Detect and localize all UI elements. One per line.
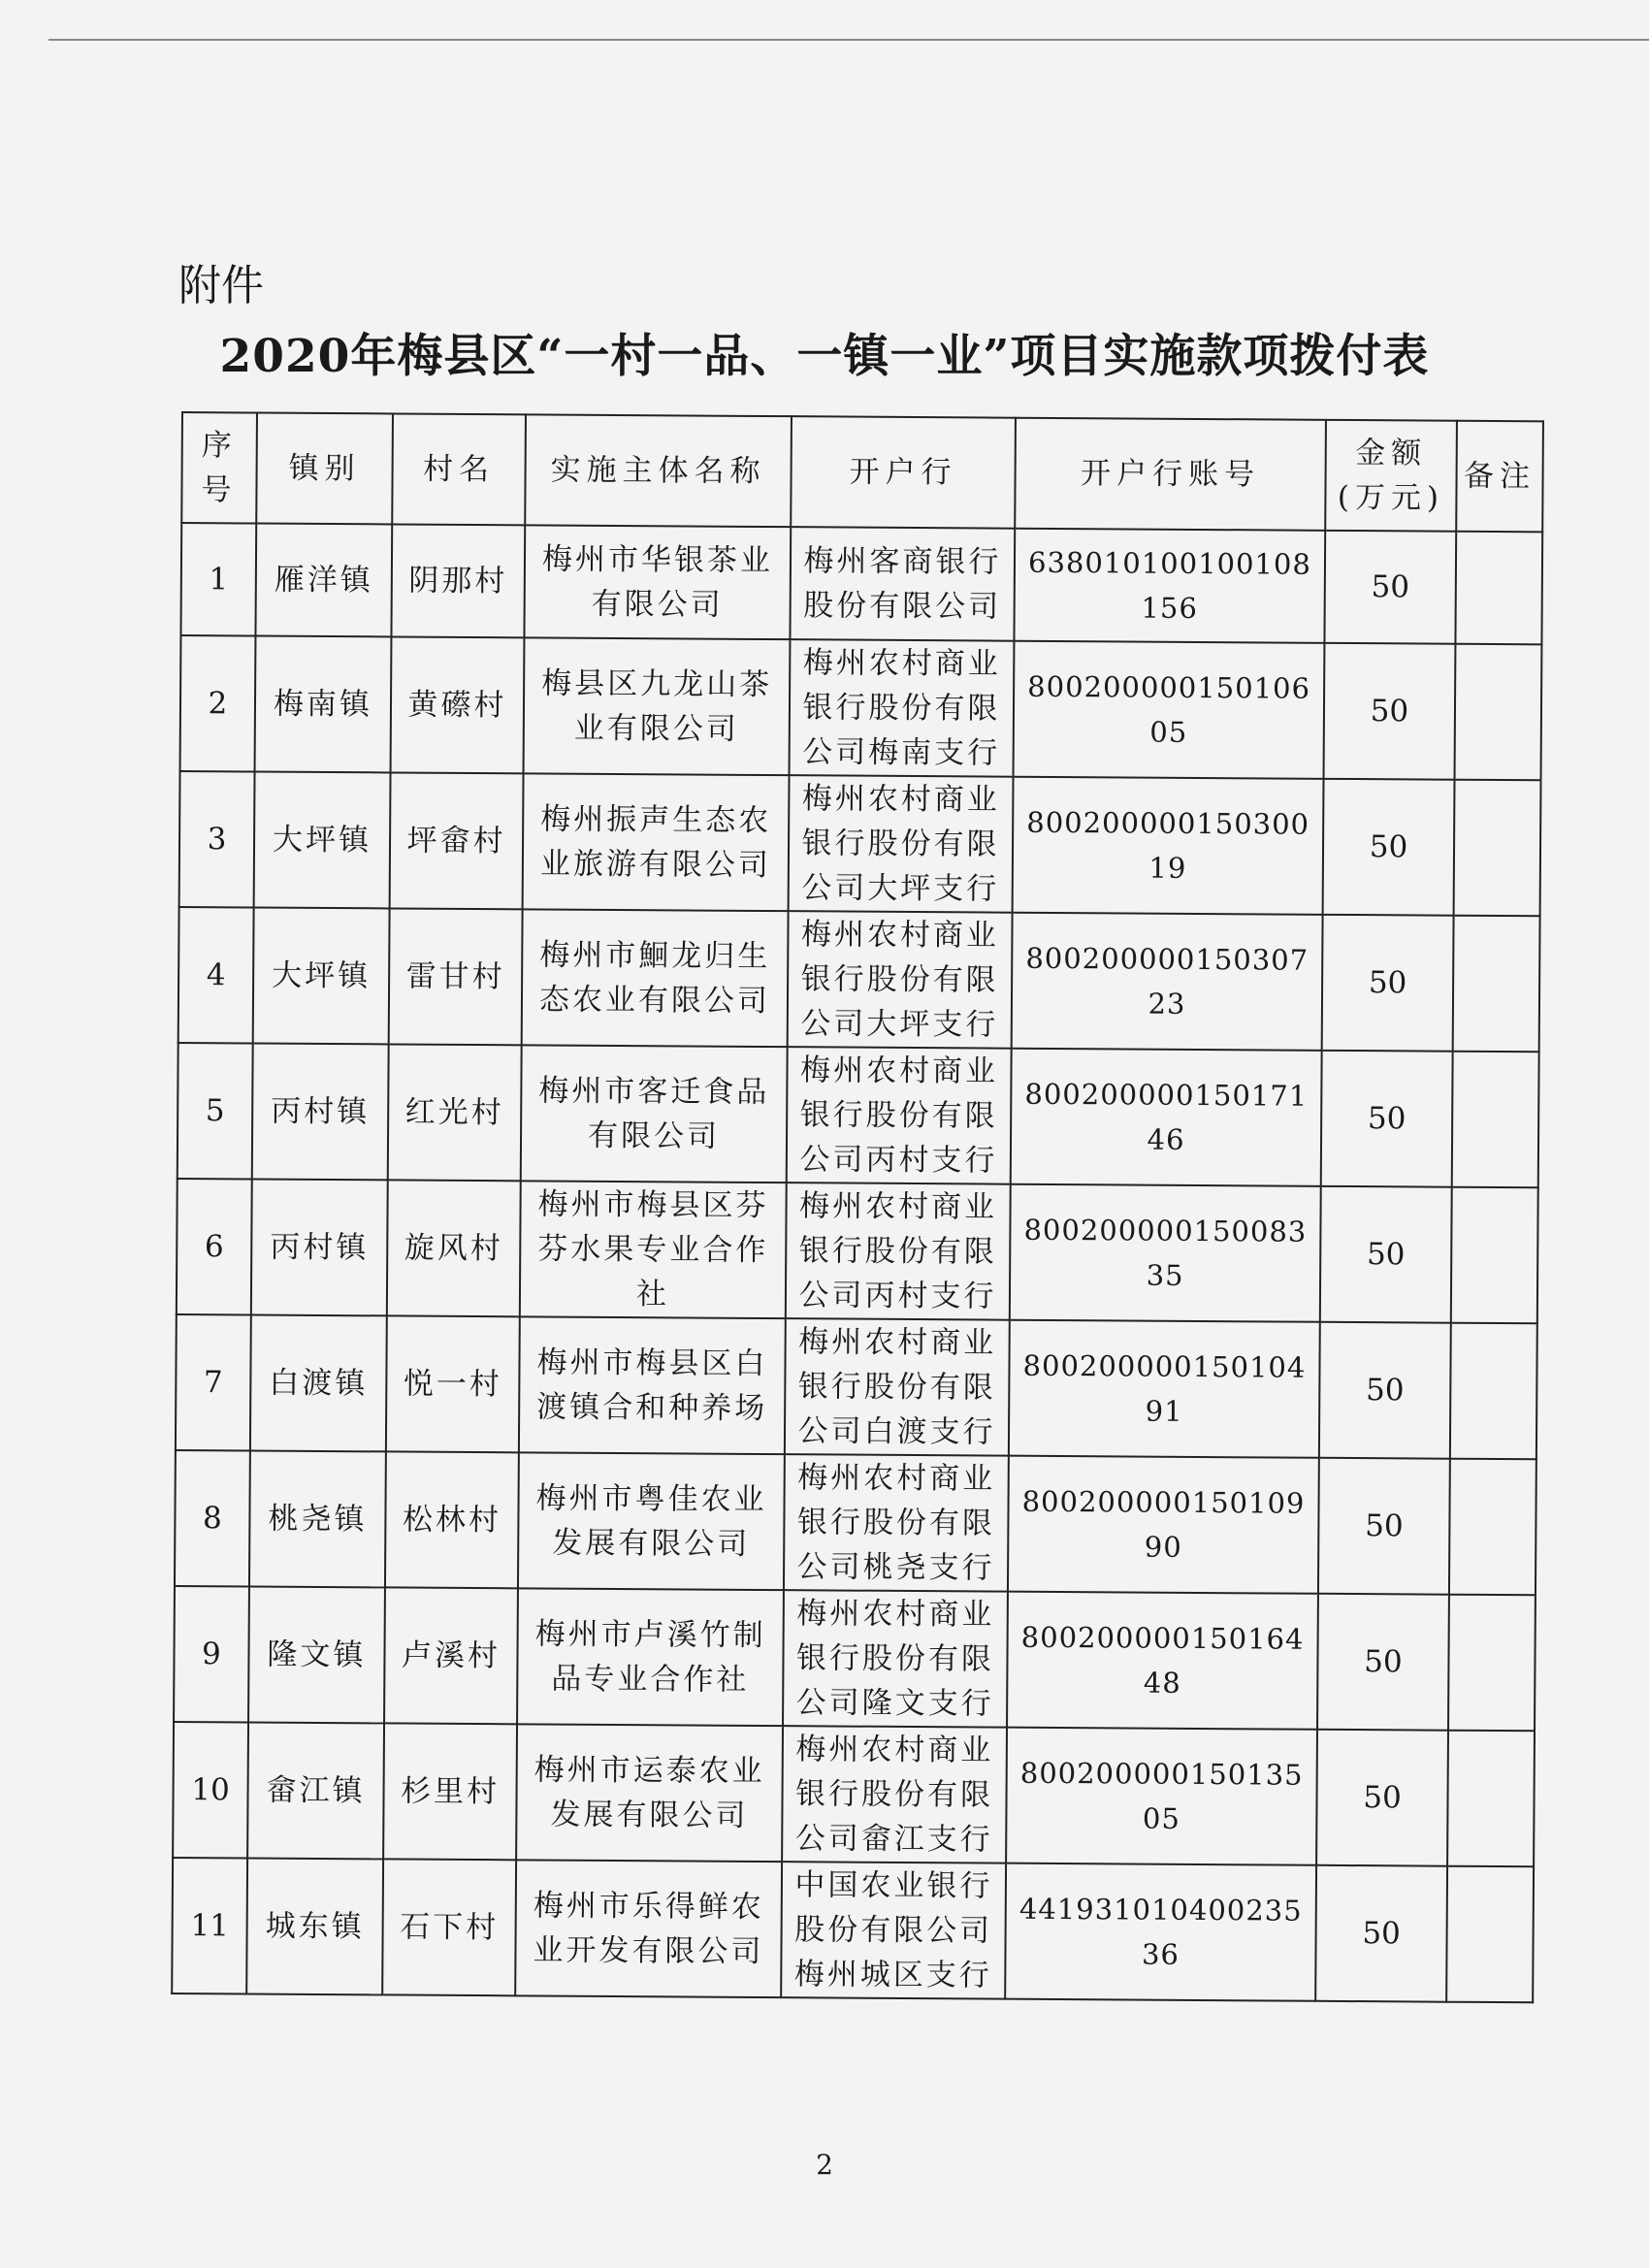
row-number: 6 [177, 1179, 252, 1315]
note-cell [1449, 1459, 1536, 1596]
entity-cell: 梅州市粤佳农业发展有限公司 [518, 1452, 785, 1590]
amount-cell: 50 [1316, 1730, 1448, 1866]
account-cell: 80020000015030019 [1013, 777, 1324, 915]
row-number: 5 [178, 1043, 253, 1180]
village-cell: 黄礤村 [391, 636, 525, 773]
note-cell [1453, 916, 1540, 1053]
header-amount: 金额(万元) [1325, 420, 1457, 532]
row-number: 11 [172, 1858, 247, 1994]
entity-cell: 梅州振声生态农业旅游有限公司 [523, 773, 790, 911]
bank-cell: 梅州农村商业银行股份有限公司丙村支行 [786, 1183, 1011, 1320]
entity-cell: 梅州市卢溪竹制品专业合作社 [517, 1588, 784, 1726]
row-number: 3 [179, 771, 255, 908]
table-header-row [181, 412, 1543, 532]
entity-cell: 梅州市华银茶业有限公司 [524, 525, 791, 639]
row-number: 9 [174, 1586, 249, 1723]
row-number: 1 [180, 523, 256, 636]
bank-cell: 中国农业银行股份有限公司梅州城区支行 [781, 1862, 1006, 1999]
attachment-label: 附件 [178, 261, 264, 310]
amount-cell: 50 [1320, 1186, 1452, 1323]
note-cell [1446, 1866, 1534, 2003]
header-village: 村名 [392, 413, 526, 525]
amount-cell: 50 [1318, 1458, 1450, 1595]
table-row [172, 1858, 1534, 2002]
village-cell: 松林村 [385, 1451, 519, 1588]
table-row [176, 1314, 1537, 1459]
amount-cell: 50 [1321, 1051, 1453, 1187]
bank-cell: 梅州农村商业银行股份有限公司畲江支行 [782, 1726, 1007, 1863]
table-row [179, 771, 1541, 916]
bank-cell: 梅州客商银行股份有限公司 [790, 527, 1015, 641]
amount-cell: 50 [1315, 1865, 1447, 2002]
amount-cell: 50 [1322, 915, 1454, 1052]
entity-cell: 梅州市梅县区白渡镇合和种养场 [519, 1316, 786, 1454]
table-row [180, 635, 1542, 780]
bank-cell: 梅州农村商业银行股份有限公司大坪支行 [789, 775, 1014, 913]
row-number: 2 [180, 635, 256, 772]
village-cell: 红光村 [388, 1044, 522, 1181]
document-title: 2020年梅县区“一村一品、一镇一业”项目实施款项拨付表 [219, 330, 1430, 383]
table-row [173, 1722, 1535, 1866]
entity-cell: 梅县区九龙山茶业有限公司 [524, 637, 791, 775]
town-cell: 丙村镇 [252, 1044, 389, 1181]
header-note: 备注 [1456, 421, 1543, 533]
header-account: 开户行账号 [1015, 418, 1326, 531]
bank-cell: 梅州农村商业银行股份有限公司隆文支行 [783, 1590, 1008, 1728]
note-cell [1450, 1323, 1537, 1460]
account-cell: 80020000015030723 [1012, 913, 1323, 1051]
row-number: 7 [176, 1314, 251, 1451]
table-row [177, 1179, 1538, 1323]
town-cell: 大坪镇 [253, 908, 390, 1045]
entity-cell: 梅州市乐得鲜农业开发有限公司 [515, 1860, 782, 1997]
village-cell: 悦一村 [386, 1315, 520, 1452]
account-cell: 80020000015016448 [1007, 1592, 1318, 1730]
town-cell: 桃尧镇 [249, 1450, 386, 1587]
town-cell: 丙村镇 [251, 1179, 388, 1315]
town-cell: 畲江镇 [247, 1722, 384, 1859]
amount-cell: 50 [1324, 643, 1456, 780]
header-town: 镇别 [256, 413, 393, 525]
entity-cell: 梅州市客迁食品有限公司 [521, 1045, 788, 1183]
account-cell: 80020000015008335 [1010, 1184, 1321, 1322]
village-cell: 阴那村 [391, 524, 525, 637]
account-cell: 638010100100108156 [1014, 529, 1325, 643]
account-cell: 80020000015010491 [1009, 1320, 1320, 1458]
row-number: 4 [178, 907, 254, 1044]
village-cell: 旋风村 [387, 1180, 521, 1316]
account-cell: 80020000015017146 [1011, 1049, 1322, 1186]
table-row [175, 1450, 1536, 1595]
note-cell [1455, 644, 1542, 781]
entity-cell: 梅州市梅县区芬芬水果专业合作社 [520, 1181, 787, 1318]
table-row [178, 907, 1540, 1052]
bank-cell: 梅州农村商业银行股份有限公司桃尧支行 [784, 1454, 1009, 1592]
header-bank: 开户行 [791, 416, 1016, 529]
page-number: 2 [816, 2149, 833, 2181]
header-entity: 实施主体名称 [525, 414, 792, 527]
town-cell: 梅南镇 [255, 636, 392, 773]
village-cell: 卢溪村 [384, 1587, 518, 1724]
town-cell: 隆文镇 [248, 1586, 385, 1723]
disbursement-table [171, 411, 1544, 2003]
bank-cell: 梅州农村商业银行股份有限公司白渡支行 [785, 1318, 1010, 1456]
bank-cell: 梅州农村商业银行股份有限公司丙村支行 [787, 1047, 1012, 1184]
note-cell [1452, 1052, 1539, 1188]
account-cell: 80020000015010605 [1014, 641, 1325, 779]
entity-cell: 梅州市鮰龙归生态农业有限公司 [522, 909, 789, 1047]
bank-cell: 梅州农村商业银行股份有限公司大坪支行 [788, 911, 1013, 1049]
row-number: 10 [173, 1722, 248, 1859]
row-number: 8 [175, 1450, 250, 1587]
town-cell: 城东镇 [246, 1858, 383, 1994]
note-cell [1451, 1187, 1538, 1324]
village-cell: 雷甘村 [389, 908, 523, 1045]
bank-cell: 梅州农村商业银行股份有限公司梅南支行 [790, 639, 1015, 777]
village-cell: 石下村 [382, 1859, 516, 1995]
account-cell: 441931010400235 36 [1005, 1863, 1316, 2001]
table-row [180, 523, 1542, 644]
note-cell [1454, 780, 1541, 917]
town-cell: 雁洋镇 [255, 524, 392, 637]
account-cell: 80020000015010990 [1008, 1456, 1319, 1594]
note-cell [1447, 1731, 1535, 1867]
note-cell [1455, 532, 1542, 645]
account-cell: 80020000015013505 [1006, 1728, 1317, 1865]
header-no: 序号 [181, 412, 257, 524]
table-row [174, 1586, 1536, 1731]
top-rule [48, 39, 1649, 41]
amount-cell: 50 [1319, 1322, 1451, 1459]
village-cell: 坪畲村 [390, 772, 524, 909]
amount-cell: 50 [1324, 531, 1456, 644]
village-cell: 杉里村 [383, 1723, 517, 1860]
town-cell: 大坪镇 [254, 772, 391, 909]
town-cell: 白渡镇 [250, 1314, 387, 1451]
table-row [178, 1043, 1539, 1187]
amount-cell: 50 [1323, 779, 1455, 916]
amount-cell: 50 [1317, 1594, 1449, 1731]
note-cell [1448, 1595, 1536, 1732]
entity-cell: 梅州市运泰农业发展有限公司 [516, 1724, 783, 1862]
